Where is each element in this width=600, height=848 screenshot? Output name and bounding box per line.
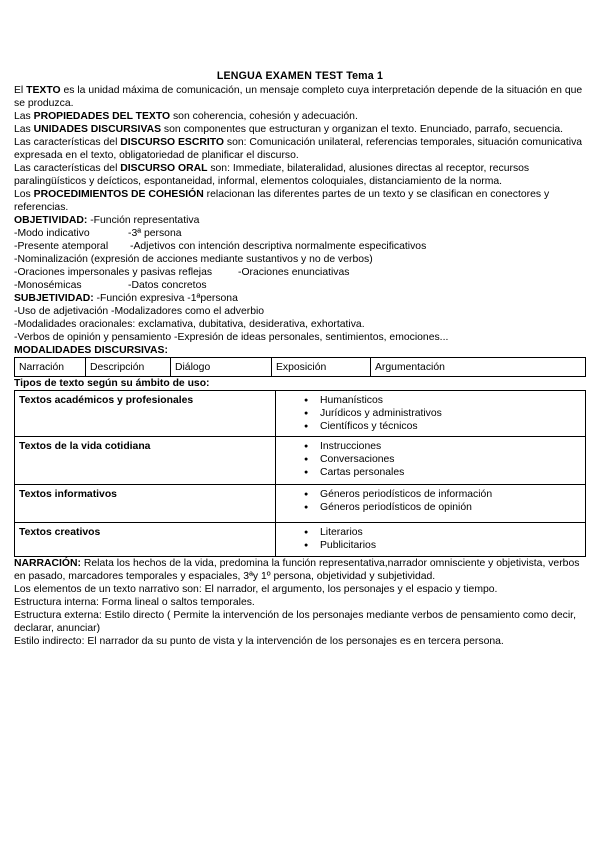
list-item: ● Humanísticos bbox=[320, 394, 581, 407]
modalidad-cell: Descripción bbox=[86, 358, 171, 377]
list-item: ● Conversaciones bbox=[320, 453, 581, 466]
list-item: ● Científicos y técnicos bbox=[320, 420, 581, 433]
ambito-label: Textos académicos y profesionales bbox=[15, 391, 276, 437]
section-objetividad: OBJETIVIDAD: -Función representativa -Modo indicativo -3ª persona -Presente atemporal -Adjetivos con intención descriptiva normalmente especificativos -Nominalización (expresión de acciones mediante sustantivos y no de verbos) -Oraciones impersonales y pasivas reflejas -Oraciones enunciativas -Monosémicas -Datos concretos bbox=[14, 215, 427, 291]
ambito-heading: Tipos de texto según su ámbito de uso: bbox=[14, 378, 210, 389]
table-row bbox=[15, 437, 586, 485]
ambito-label: Textos informativos bbox=[15, 485, 276, 523]
list-item: ● Géneros periodísticos de información bbox=[320, 488, 581, 501]
paragraph-texto: El TEXTO es la unidad máxima de comunicación, un mensaje completo cuya interpretación depende de la situación en que se produzca. bbox=[14, 85, 583, 109]
list-item: ● Géneros periodísticos de opinión bbox=[320, 501, 581, 514]
list-item: ● Literarios bbox=[320, 526, 581, 539]
ambito-label: Textos de la vida cotidiana bbox=[15, 437, 276, 485]
document-page bbox=[14, 70, 586, 648]
table-row bbox=[15, 485, 586, 523]
list-item: ● Jurídicos y administrativos bbox=[320, 407, 581, 420]
section-subjetividad: SUBJETIVIDAD: -Función expresiva -1ªpersona -Uso de adjetivación -Modalizadores como el adverbio -Modalidades oracionales: exclamativa, dubitativa, desiderativa, exhortativa. -Verbos de opinión y pensamiento -Expresión de ideas personales, sentimientos, emociones... bbox=[14, 293, 449, 343]
paragraph-discurso-oral: Las características del DISCURSO ORAL son: Immediate, bilateralidad, alusiones directas al receptor, recursos paralingüísticos y deícticos, espontaneidad, informal, elementos coloquiales, distanciamiento de la norma. bbox=[14, 163, 530, 187]
section-narracion: NARRACIÓN: Relata los hechos de la vida, predomina la función representativa,narrador omnisciente y objetivista, verbos en pasado, marcadores temporales y espaciales, 3ªy 1º persona, objetividad y subjetividad. Los elementos de un texto narrativo son: El narrador, el argumento, los personajes y el espacio y tiempo. Estructura interna: Forma lineal o saltos temporales. Estructura externa: Estilo directo ( Permite la intervención de los personajes mediante verbos de pensamiento como decir, declarar, anunciar) Estilo indirecto: El narrador da su punto de vista y la intervención de los personajes es en tercera persona. bbox=[14, 558, 580, 647]
paragraph-propiedades: Las PROPIEDADES DEL TEXTO son coherencia, cohesión y adecuación. bbox=[14, 111, 358, 122]
list-item: ● Instrucciones bbox=[320, 440, 581, 453]
ambito-label: Textos creativos bbox=[15, 523, 276, 557]
list-item: ● Publicitarios bbox=[320, 539, 581, 552]
modalidad-cell: Argumentación bbox=[371, 358, 586, 377]
modalidades-table bbox=[14, 357, 586, 377]
subjetividad-heading: SUBJETIVIDAD: bbox=[14, 293, 94, 304]
table-row bbox=[15, 391, 586, 437]
list-item: ● Cartas personales bbox=[320, 466, 581, 479]
paragraph-cohesion: Los PROCEDIMIENTOS DE COHESIÓN relacionan las diferentes partes de un texto y se clasifican en conectores y referencias. bbox=[14, 189, 550, 213]
paragraph-unidades: Las UNIDADES DISCURSIVAS son componentes que estructuran y organizan el texto. Enunciado, parrafo, secuencia. bbox=[14, 124, 564, 135]
paragraph-discurso-escrito: Las características del DISCURSO ESCRITO son: Comunicación unilateral, referencias temporales, situación comunicativa expresada en el texto, obligatoriedad de planificar el discurso. bbox=[14, 137, 583, 161]
modalidad-cell: Exposición bbox=[272, 358, 371, 377]
modalidad-cell: Narración bbox=[15, 358, 86, 377]
page-title: LENGUA EXAMEN TEST Tema 1 bbox=[216, 70, 384, 82]
table-row bbox=[15, 523, 586, 557]
narracion-heading: NARRACIÓN: bbox=[14, 558, 81, 569]
ambito-table bbox=[14, 390, 586, 557]
objetividad-heading: OBJETIVIDAD: bbox=[14, 215, 88, 226]
modalidades-heading: MODALIDADES DISCURSIVAS: bbox=[14, 345, 168, 356]
modalidad-cell: Diálogo bbox=[171, 358, 272, 377]
